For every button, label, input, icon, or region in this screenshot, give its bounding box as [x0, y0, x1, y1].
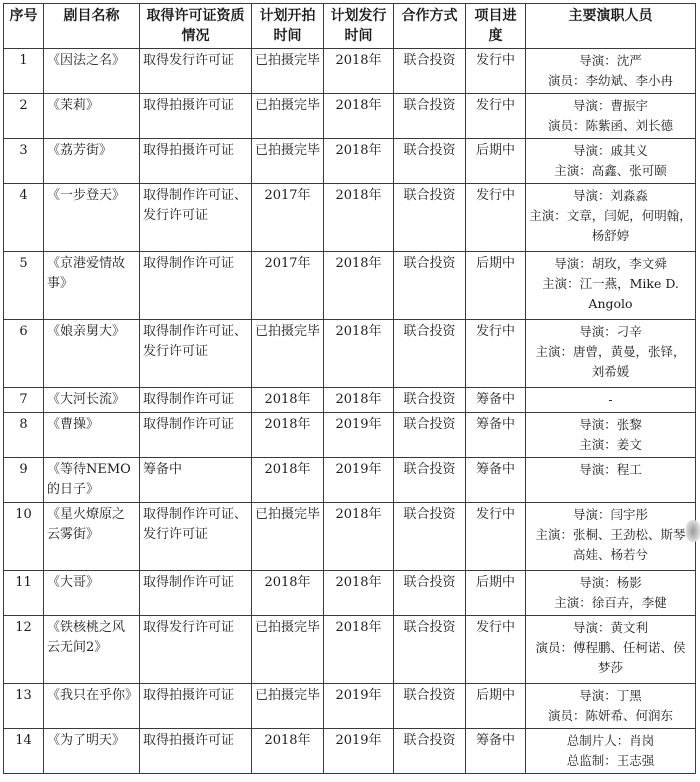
table-row [4, 413, 696, 458]
drama-title: 《京港爱情故事》 [44, 252, 140, 320]
cast-line: 导演：沈严 [579, 53, 642, 68]
project-progress: 筹备中 [466, 458, 526, 503]
planned-start: 2018年 [252, 729, 324, 774]
planned-start: 2018年 [252, 388, 324, 413]
row-number: 6 [4, 320, 44, 388]
project-progress: 筹备中 [466, 729, 526, 774]
planned-start: 2017年 [252, 252, 324, 320]
license-status: 取得制作许可证、发行许可证 [140, 320, 252, 388]
cast-line: 导演：程工 [579, 462, 642, 477]
cast-line: 主演：唐曾，黄曼，张铎， [535, 344, 686, 359]
planned-release: 2018年 [324, 49, 394, 94]
table-header-row [4, 4, 696, 49]
planned-start: 2018年 [252, 458, 324, 503]
cooperation-mode: 联合投资 [394, 94, 466, 139]
table-row [4, 684, 696, 729]
header-mode: 合作方式 [394, 4, 466, 49]
cast-line: 主演：张桐、王劲松、斯琴 [535, 527, 686, 542]
license-status: 取得发行许可证 [140, 49, 252, 94]
planned-start: 2018年 [252, 413, 324, 458]
cast-line: 导演：黄文利 [572, 620, 648, 635]
cast-line: 梦莎 [597, 660, 623, 675]
license-status: 取得制作许可证、发行许可证 [140, 184, 252, 252]
cooperation-mode: 联合投资 [394, 458, 466, 503]
license-status: 取得制作许可证、发行许可证 [140, 503, 252, 571]
planned-release: 2018年 [324, 388, 394, 413]
table-row [4, 94, 696, 139]
cast-line: 导演：戚其义 [572, 143, 648, 158]
planned-release: 2018年 [324, 503, 394, 571]
planned-start: 已拍摄完毕 [252, 616, 324, 684]
license-status: 取得制作许可证 [140, 388, 252, 413]
planned-start: 已拍摄完毕 [252, 320, 324, 388]
cast-crew [526, 458, 696, 503]
row-number: 3 [4, 139, 44, 184]
license-status: 取得拍摄许可证 [140, 729, 252, 774]
header-start: 计划开拍时间 [252, 4, 324, 49]
table-row [4, 49, 696, 94]
license-status: 取得拍摄许可证 [140, 94, 252, 139]
cast-crew [526, 729, 696, 774]
project-progress: 发行中 [466, 320, 526, 388]
cast-crew [526, 184, 696, 252]
planned-release: 2018年 [324, 252, 394, 320]
project-progress: 发行中 [466, 184, 526, 252]
drama-title: 《大河长流》 [44, 388, 140, 413]
cooperation-mode: 联合投资 [394, 388, 466, 413]
cooperation-mode: 联合投资 [394, 184, 466, 252]
drama-projects-table [3, 3, 696, 774]
planned-release: 2018年 [324, 139, 394, 184]
planned-start: 已拍摄完毕 [252, 139, 324, 184]
row-number: 4 [4, 184, 44, 252]
row-number: 14 [4, 729, 44, 774]
planned-release: 2018年 [324, 320, 394, 388]
cast-line: - [608, 392, 613, 407]
scroll-indicator[interactable] [686, 520, 700, 542]
cooperation-mode: 联合投资 [394, 320, 466, 388]
cast-crew [526, 94, 696, 139]
table-body [4, 49, 696, 774]
cast-line: 演员：傅程鹏、任柯诺、侯 [535, 640, 686, 655]
cooperation-mode: 联合投资 [394, 503, 466, 571]
license-status: 筹备中 [140, 458, 252, 503]
project-progress: 后期中 [466, 684, 526, 729]
table-row [4, 252, 696, 320]
drama-title: 《一步登天》 [44, 184, 140, 252]
table-row [4, 503, 696, 571]
cast-line: 主演：文章，闫妮，何明翰， [529, 208, 692, 223]
cast-crew [526, 252, 696, 320]
drama-title: 《为了明天》 [44, 729, 140, 774]
planned-release: 2018年 [324, 94, 394, 139]
planned-start: 已拍摄完毕 [252, 94, 324, 139]
row-number: 9 [4, 458, 44, 503]
project-progress: 后期中 [466, 571, 526, 616]
planned-release: 2019年 [324, 458, 394, 503]
cast-line: 导演：丁黑 [579, 688, 642, 703]
cooperation-mode: 联合投资 [394, 729, 466, 774]
row-number: 11 [4, 571, 44, 616]
cast-line: 杨舒婷 [591, 228, 630, 243]
drama-title: 《因法之名》 [44, 49, 140, 94]
cooperation-mode: 联合投资 [394, 139, 466, 184]
cast-crew [526, 413, 696, 458]
cast-line: 导演：胡玫，李文舜 [554, 256, 667, 271]
project-progress: 后期中 [466, 139, 526, 184]
license-status: 取得制作许可证 [140, 571, 252, 616]
cast-line: 导演：刘淼淼 [572, 188, 648, 203]
planned-release: 2019年 [324, 729, 394, 774]
cast-crew [526, 388, 696, 413]
row-number: 5 [4, 252, 44, 320]
planned-start: 已拍摄完毕 [252, 49, 324, 94]
planned-start: 已拍摄完毕 [252, 684, 324, 729]
license-status: 取得发行许可证 [140, 616, 252, 684]
header-release: 计划发行时间 [324, 4, 394, 49]
header-title: 剧目名称 [44, 4, 140, 49]
table-row [4, 458, 696, 503]
cast-line: 导演：闫宇彤 [572, 507, 648, 522]
cast-line: 演员：陈妍希、何润东 [547, 708, 673, 723]
table-row [4, 571, 696, 616]
project-progress: 发行中 [466, 49, 526, 94]
header-no: 序号 [4, 4, 44, 49]
project-progress: 发行中 [466, 616, 526, 684]
cast-line: 演员：陈紫函、刘长德 [547, 118, 673, 133]
drama-title: 《铁核桃之风云无间2》 [44, 616, 140, 684]
license-status: 取得拍摄许可证 [140, 139, 252, 184]
planned-release: 2018年 [324, 571, 394, 616]
row-number: 12 [4, 616, 44, 684]
drama-title: 《等待NEMO的日子》 [44, 458, 140, 503]
planned-release: 2018年 [324, 616, 394, 684]
cast-line: 主演：江一燕，Mike D. [542, 276, 679, 291]
cast-line: 主演：姜文 [579, 437, 642, 452]
row-number: 8 [4, 413, 44, 458]
drama-title: 《星火燎原之云雾街》 [44, 503, 140, 571]
table-row [4, 139, 696, 184]
cast-line: 演员：李幼斌、李小冉 [547, 73, 673, 88]
planned-start: 2018年 [252, 571, 324, 616]
cast-line: 主演：高鑫、张可颐 [554, 163, 667, 178]
project-progress: 筹备中 [466, 413, 526, 458]
cast-line: 导演：刁辛 [579, 324, 642, 339]
cooperation-mode: 联合投资 [394, 616, 466, 684]
row-number: 1 [4, 49, 44, 94]
license-status: 取得制作许可证 [140, 252, 252, 320]
cooperation-mode: 联合投资 [394, 413, 466, 458]
cooperation-mode: 联合投资 [394, 571, 466, 616]
drama-title: 《曹操》 [44, 413, 140, 458]
project-progress: 发行中 [466, 503, 526, 571]
cast-line: 导演：曹振宇 [572, 98, 648, 113]
cast-crew [526, 503, 696, 571]
drama-title: 《大哥》 [44, 571, 140, 616]
license-status: 取得制作许可证 [140, 413, 252, 458]
table-row [4, 320, 696, 388]
header-cast: 主要演职人员 [526, 4, 696, 49]
table-row [4, 388, 696, 413]
planned-release: 2019年 [324, 684, 394, 729]
table-row [4, 184, 696, 252]
table-row [4, 616, 696, 684]
header-license: 取得许可证资质情况 [140, 4, 252, 49]
drama-title: 《我只在乎你》 [44, 684, 140, 729]
row-number: 7 [4, 388, 44, 413]
project-progress: 筹备中 [466, 388, 526, 413]
cooperation-mode: 联合投资 [394, 684, 466, 729]
planned-release: 2019年 [324, 413, 394, 458]
row-number: 13 [4, 684, 44, 729]
header-progress: 项目进度 [466, 4, 526, 49]
cast-line: 总监制：王志强 [566, 753, 655, 768]
cast-crew [526, 320, 696, 388]
cast-line: 刘希媛 [591, 364, 630, 379]
cast-line: Angolo [588, 296, 633, 311]
cast-line: 主演：徐百卉，李健 [554, 595, 667, 610]
drama-title: 《茉莉》 [44, 94, 140, 139]
planned-start: 已拍摄完毕 [252, 503, 324, 571]
cast-crew [526, 139, 696, 184]
cast-crew [526, 49, 696, 94]
row-number: 10 [4, 503, 44, 571]
project-progress: 发行中 [466, 94, 526, 139]
cast-crew [526, 571, 696, 616]
project-progress: 后期中 [466, 252, 526, 320]
cast-line: 导演：杨影 [579, 575, 642, 590]
cooperation-mode: 联合投资 [394, 49, 466, 94]
planned-release: 2018年 [324, 184, 394, 252]
drama-title: 《荔芳街》 [44, 139, 140, 184]
table-row [4, 729, 696, 774]
cooperation-mode: 联合投资 [394, 252, 466, 320]
cast-line: 总制片人：肖岗 [566, 733, 655, 748]
cast-crew [526, 684, 696, 729]
cast-crew [526, 616, 696, 684]
planned-start: 2017年 [252, 184, 324, 252]
cast-line: 导演：张黎 [579, 417, 642, 432]
cast-line: 高娃、杨若兮 [572, 547, 648, 562]
drama-title: 《娘亲舅大》 [44, 320, 140, 388]
row-number: 2 [4, 94, 44, 139]
license-status: 取得拍摄许可证 [140, 684, 252, 729]
